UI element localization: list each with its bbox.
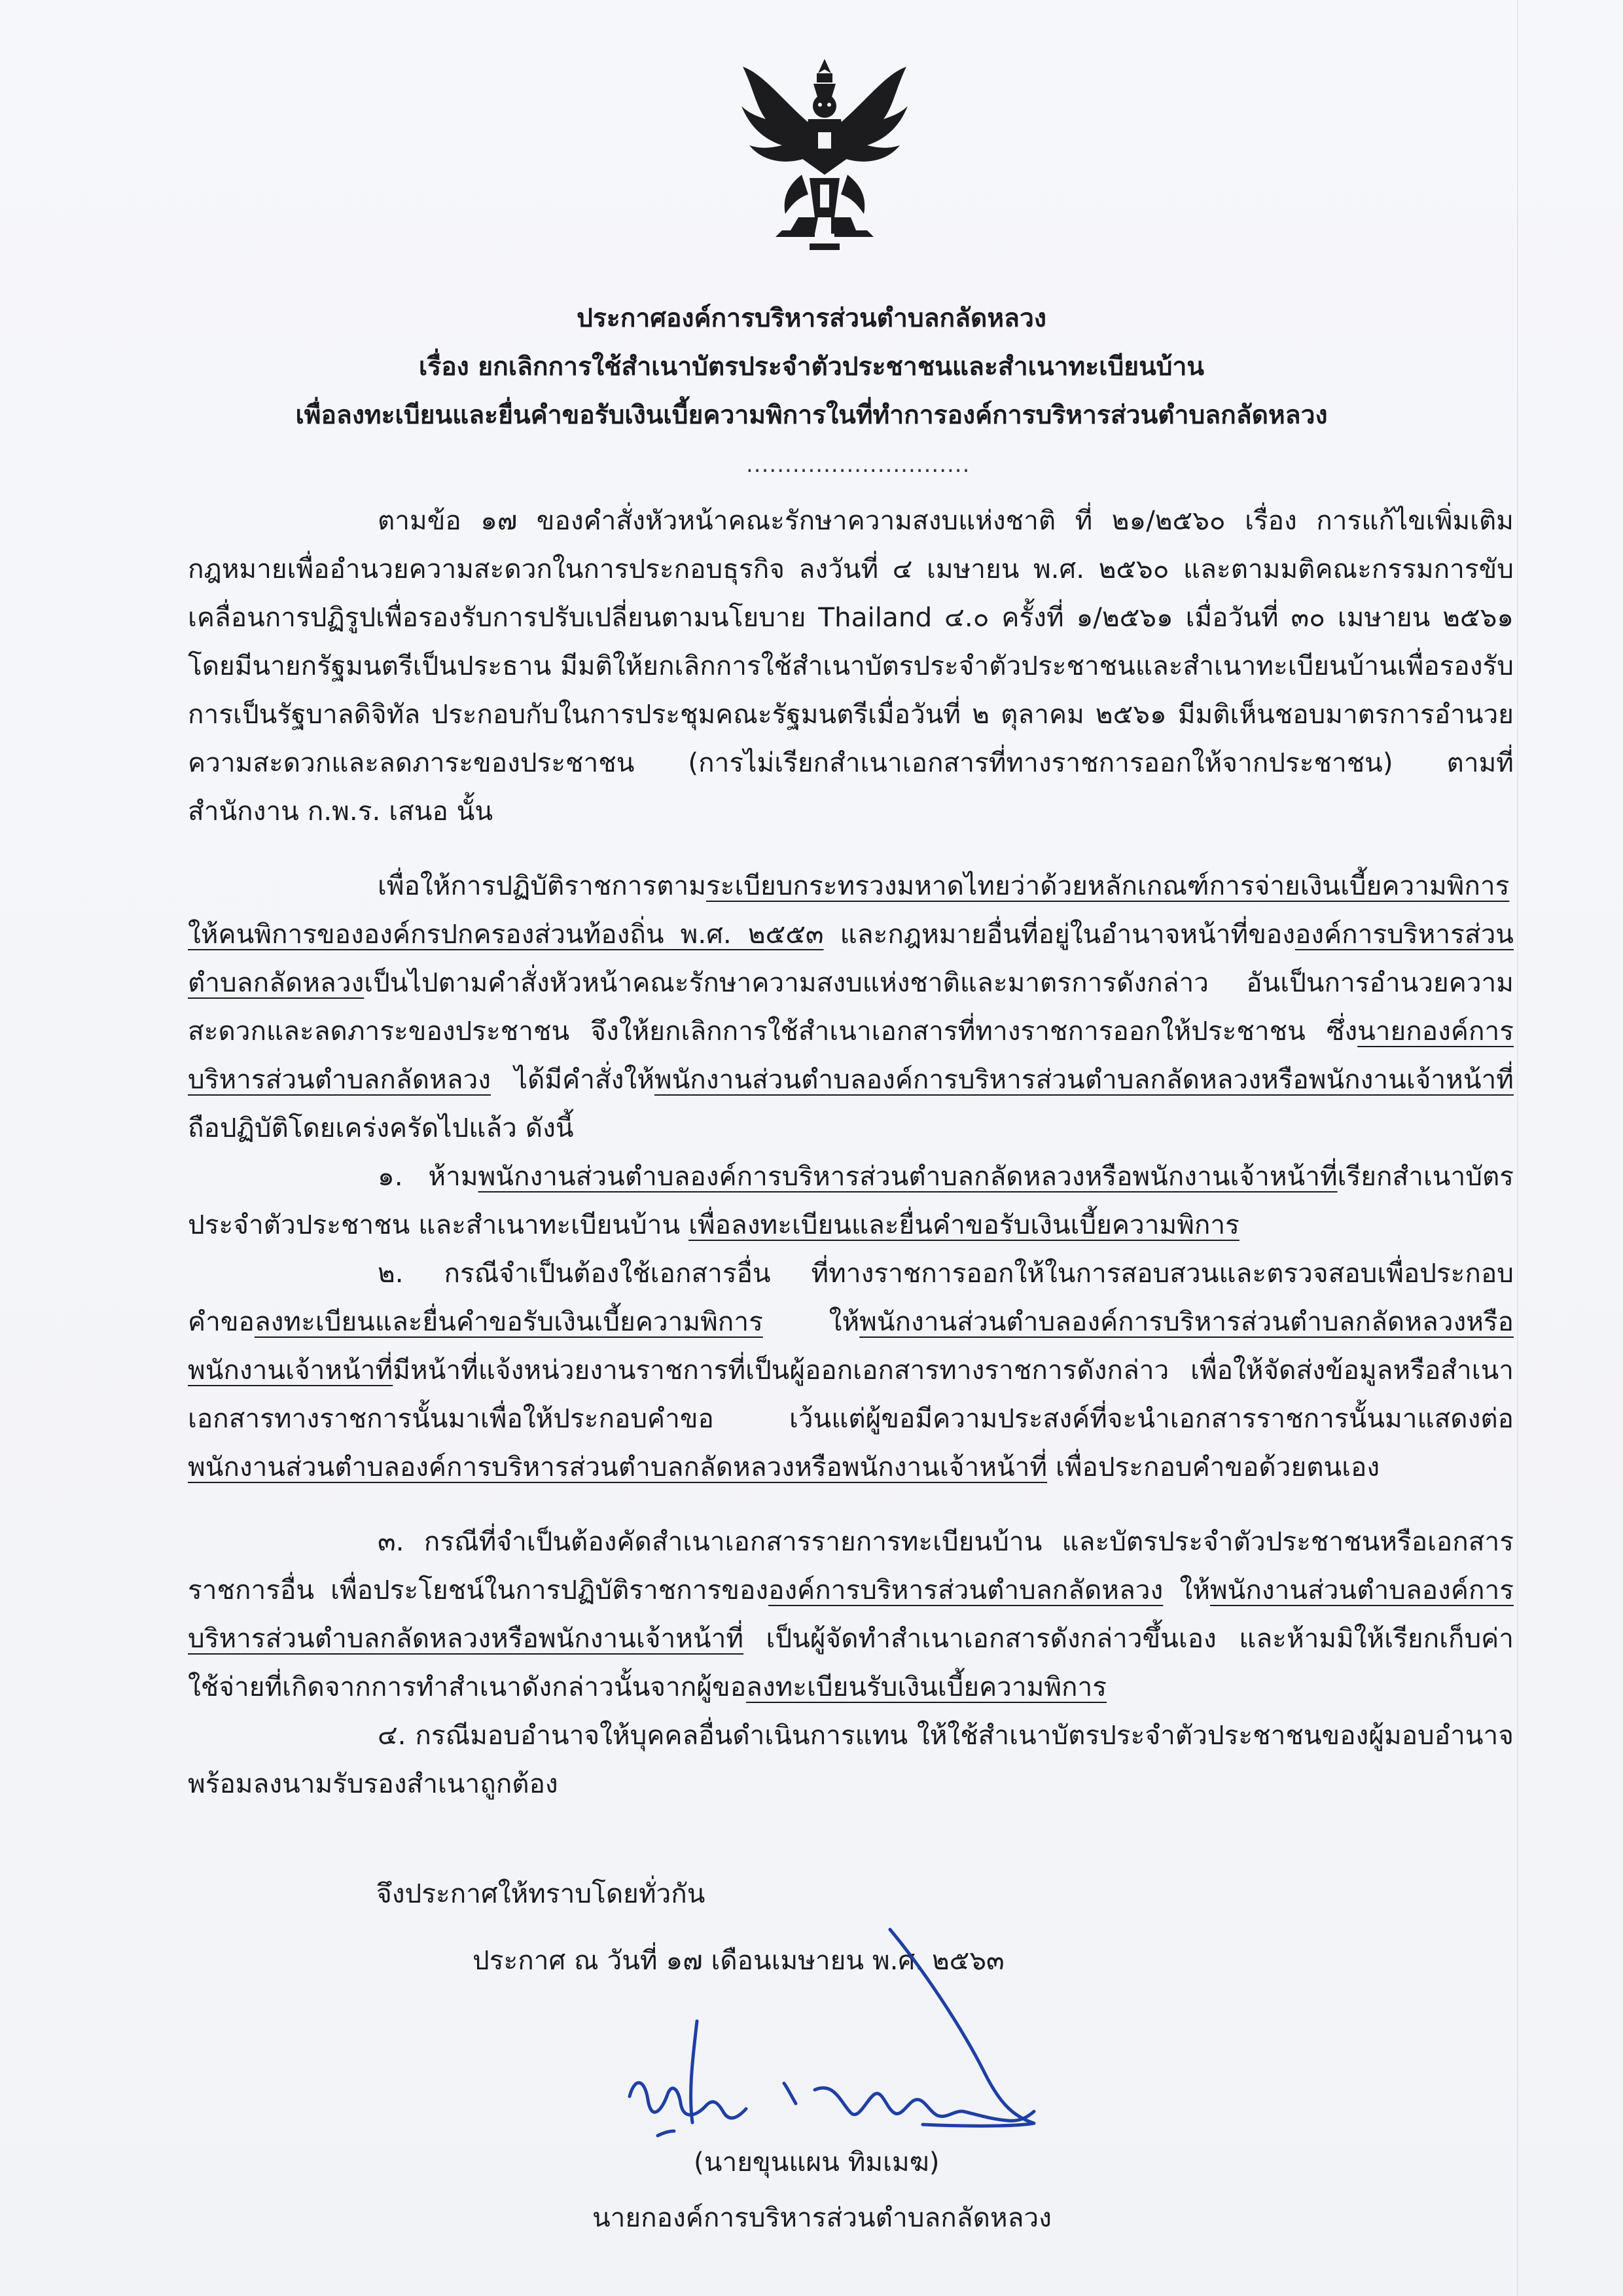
announcement-body [188,496,1514,1808]
header-divider: ............................. [746,452,971,478]
underlined-purpose: เพื่อลงทะเบียนและยื่นคำขอรับเงินเบี้ยความพิการ [688,1209,1240,1240]
announcement-date: ประกาศ ณ วันที่ ๑๗ เดือนเมษายน พ.ศ. ๒๕๖๓ [473,1945,1005,1976]
list-item-1 [188,1152,1514,1249]
handwritten-signature [615,1916,1073,2152]
text-span: ให้ [1163,1574,1210,1605]
signer-position: นายกองค์การบริหารส่วนตำบลกลัดหลวง [592,2202,1052,2233]
paragraph-purpose [188,861,1514,1152]
text-span: เรียกสำเนาบัตรประจำตัวประชาชน และสำเนาทะเบียนบ้าน [188,1160,1514,1240]
garuda-emblem-icon [736,54,913,257]
text-span: ๒. กรณีจำเป็นต้องใช้เอกสารอื่น ที่ทางราชการออกให้ในการสอบสวนและตรวจสอบเพื่อประกอบคำขอ [188,1257,1514,1337]
underlined-chief: นายกองค์การบริหารส่วนตำบลกลัดหลวง [188,1015,1514,1095]
text-span: และกฎหมายอื่นที่อยู่ในอำนาจหน้าที่ของ [823,918,1295,950]
text-span: เป็นผู้จัดทำสำเนาเอกสารดังกล่าวขึ้นเอง และห้ามมิให้เรียกเก็บค่าใช้จ่ายที่เกิดจากการทำสำเนาดังกล่าวนั้นจากผู้ขอ [188,1623,1514,1702]
signer-name: (นายขุนแผน ทิมเมฆ) [694,2146,940,2178]
text-span: ให้ [762,1306,860,1337]
underlined-organization: องค์การบริหารส่วนตำบลกลัดหลวง [188,918,1514,998]
underlined-officers: พนักงานส่วนตำบลองค์การบริหารส่วนตำบลกลัดหลวงหรือพนักงานเจ้าหน้าที่ [188,1451,1048,1482]
paragraph-background: ตามข้อ ๑๗ ของคำสั่งหัวหน้าคณะรักษาความสงบแห่งชาติ ที่ ๒๑/๒๕๖๐ เรื่อง การแก้ไขเพิ่มเติมกฎหมายเพื่ออำนวยความสะดวกในการประกอบธุรกิจ ลงวันที่ ๔ เมษายน พ.ศ. ๒๕๖๐ และตามมติคณะกรรมการขับเคลื่อนการปฏิรูปเพื่อรองรับการปรับเปลี่ยนตามนโยบาย Thailand ๔.๐ ครั้งที่ ๑/๒๕๖๑ เมื่อวันที่ ๓๐ เมษายน ๒๕๖๑ โดยมีนายกรัฐมนตรีเป็นประธาน มีมติให้ยกเลิกการใช้สำเนาบัตรประจำตัวประชาชนและสำเนาทะเบียนบ้านเพื่อรองรับการเป็นรัฐบาลดิจิทัล ประกอบกับในการประชุมคณะรัฐมนตรีเมื่อวันที่ ๒ ตุลาคม ๒๕๖๑ มีมติเห็นชอบมาตรการอำนวยความสะดวกและลดภาระของประชาชน (การไม่เรียกสำเนาเอกสารที่ทางราชการออกให้จากประชาชน) ตามที่สำนักงาน ก.พ.ร. เสนอ นั้น [188,505,1514,827]
underlined-organization: องค์การบริหารส่วนตำบลกลัดหลวง [768,1574,1164,1605]
list-item-4: ๔. กรณีมอบอำนาจให้บุคคลอื่นดำเนินการแทน ให้ใช้สำเนาบัตรประจำตัวประชาชนของผู้มอบอำนาจพร้อมลงนามรับรองสำเนาถูกต้อง [188,1719,1514,1799]
text-span: ๓. กรณีที่จำเป็นต้องคัดสำเนาเอกสารรายการทะเบียนบ้าน และบัตรประจำตัวประชาชนหรือเอกสารราชการอื่น เพื่อประโยชน์ในการปฏิบัติราชการของ [188,1526,1514,1605]
list-item-3 [188,1517,1514,1711]
text-span: ถือปฏิบัติโดยเคร่งครัดไปแล้ว ดังนี้ [188,1112,574,1143]
underlined-officers: พนักงานส่วนตำบลองค์การบริหารส่วนตำบลกลัดหลวงหรือพนักงานเจ้าหน้าที่ [654,1064,1514,1095]
underlined-purpose: ลงทะเบียนและยื่นคำขอรับเงินเบี้ยความพิการ [254,1306,763,1337]
underlined-officers: พนักงานส่วนตำบลองค์การบริหารส่วนตำบลกลัดหลวงหรือพนักงานเจ้าหน้าที่ [188,1306,1514,1386]
text-span: เพื่อให้การปฏิบัติราชการตาม [378,870,706,901]
announcement-subject-continued: เพื่อลงทะเบียนและยื่นคำขอรับเงินเบี้ยความพิการในที่ทำการองค์การบริหารส่วนตำบลกลัดหลวง [295,401,1328,430]
text-span: ได้มีคำสั่งให้ [491,1064,654,1095]
announcement-subject: เรื่อง ยกเลิกการใช้สำเนาบัตรประจำตัวประชาชนและสำเนาทะเบียนบ้าน [418,352,1205,382]
announcement-header [105,295,1518,440]
underlined-officers: พนักงานส่วนตำบลองค์การบริหารส่วนตำบลกลัดหลวงหรือพนักงานเจ้าหน้าที่ [188,1574,1514,1654]
underlined-officers: พนักงานส่วนตำบลองค์การบริหารส่วนตำบลกลัดหลวงหรือพนักงานเจ้าหน้าที่ [478,1160,1338,1192]
text-span: เพื่อประกอบคำขอด้วยตนเอง [1047,1451,1380,1482]
list-item-2 [188,1249,1514,1491]
text-span: เป็นไปตามคำสั่งหัวหน้าคณะรักษาความสงบแห่งชาติและมาตรการดังกล่าว อันเป็นการอำนวยความสะดวกและลดภาระของประชาชน จึงให้ยกเลิกการใช้สำเนาเอกสารที่ทางราชการออกให้ประชาชน ซึ่ง [188,967,1514,1047]
text-span: มีหน้าที่แจ้งหน่วยงานราชการที่เป็นผู้ออกเอกสารทางราชการดังกล่าว เพื่อให้จัดส่งข้อมูลหรือสำเนาเอกสารทางราชการนั้นมาเพื่อให้ประกอบคำขอ เว้นแต่ผู้ขอมีความประสงค์ที่จะนำเอกสารราชการนั้นมาแสดงต่อ [188,1354,1514,1434]
announcement-title: ประกาศองค์การบริหารส่วนตำบลกลัดหลวง [577,304,1046,333]
underlined-purpose: ลงทะเบียนรับเงินเบี้ยความพิการ [746,1671,1107,1702]
closing-statement: จึงประกาศให้ทราบโดยทั่วกัน [376,1878,705,1909]
underlined-regulation: ระเบียบกระทรวงมหาดไทยว่าด้วยหลักเกณฑ์การจ่ายเงินเบี้ยความพิการให้คนพิการขององค์กรปกครองส่วนท้องถิ่น พ.ศ. ๒๕๕๓ [188,870,1510,950]
text-span: ๑. ห้าม [378,1160,478,1192]
